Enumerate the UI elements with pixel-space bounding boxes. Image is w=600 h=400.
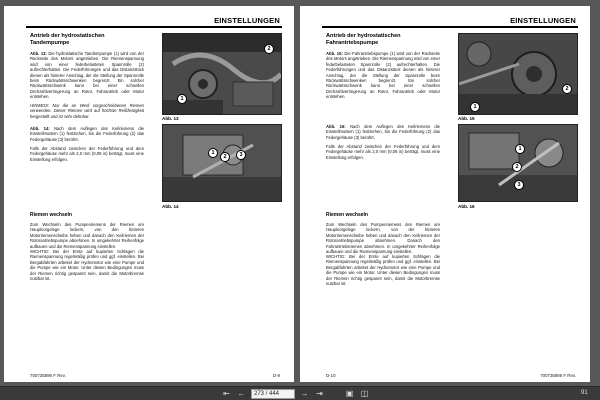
footer-page-number: D-9 — [272, 373, 280, 378]
callout-3: 3 — [236, 150, 246, 160]
figure-caption: Abb. 16 — [458, 204, 475, 209]
last-page-icon[interactable]: ⇥ — [316, 389, 323, 398]
paragraph-text: Die Fahrantriebspumpe (1) wird von der Rückseite des Motors angetrieben. Die Riemenspannung wird von einer federbelasteten Spannrolle (2) aufrechterhalten. Die Federführungen und das Distanzstück dienen als hinterer Anschlag, der die Stellung der Spannrolle beim Rückwärtsschwenken begrenzt. Ein solcher Rückwärtsschwenk kann bei einer schnellen Drehzahlverringerung an Rotor, Fahrantrieb oder Motor entstehen. — [326, 51, 440, 100]
header-title: EINSTELLUNGEN — [510, 16, 576, 25]
paragraph-text: Nach dem Auflegen des Keilriemens die Einstellmuttern (1) festziehen, bis die Federführung (2) das Federgehäuse (3) berührt. — [326, 124, 440, 140]
callout-1: 1 — [177, 94, 187, 104]
important-paragraph: WICHTIG: Bei der Ernte auf kupierten Schlägen die Riemenspannung regelmäßig prüfen und ggf. einstellen. Bei Bergabfahrten arbeitet der Hydromotor wie eine Pumpe und die Pumpe wie ein Motor. Unter diesen Bedingungen muss der Riemen richtig gespannt sein, damit die Motorbremse nutzbar ist. — [326, 254, 440, 287]
callout-1: 1 — [515, 144, 525, 154]
callout-2: 2 — [562, 84, 572, 94]
zoom-level[interactable]: 91 — [581, 390, 588, 396]
callout-2: 2 — [264, 44, 274, 54]
subsection-title: Riemen wechseln — [326, 212, 368, 218]
callout-2: 2 — [220, 152, 230, 162]
footer-doc-number: 700735896 F Rev. — [30, 373, 66, 378]
page-header — [26, 15, 282, 28]
section-title: Antrieb der hydrostatischen Tandempumpe — [30, 33, 105, 46]
callout-2: 2 — [512, 162, 522, 172]
note-paragraph: HINWEIS: Nur die an Werk vorgeschriebenen Riemen verwenden. Dieser Riemen wird auf höchste Reißfestigkeit hergestellt und ist sehr dehnbar. — [30, 103, 144, 119]
callout-1: 1 — [208, 148, 218, 158]
paragraph-fig14 — [30, 126, 144, 142]
document-page-left — [4, 6, 294, 382]
paragraph-text: Die hydrostatische Tandempumpe (1) wird von der Rückseite des Motors angetrieben. Die Riemenspannung wird von einer federbelasteten Spannrolle (2) aufrechterhalten. Die Federführungen und das Distanzstück dienen als hinterer Anschlag, der die Stellung der Spannrolle beim Rückwärtsschwenken begrenzt. Ein solcher Rückwärtsschwenk kann bei einer schnellen Drehzahlverringerung an Rotor, Fahrantrieb oder Motor entstehen. — [30, 51, 144, 100]
paragraph-fig15 — [326, 51, 440, 100]
page-header — [322, 15, 578, 28]
paragraph-belt-change: Zum Wechseln des Pumpenriemens den Riemen am Hauptvorgelege lockern, von der hinteren Motorriemenscheibe heben und danach den Keilriemen der Rotorantriebspumpe abnehmen. Danach den Fahrantriebsriemen abnehmen. In umgekehrter Reihenfolge aufbauen und die Riemenspannung einstellen. — [326, 222, 440, 255]
figure-caption: Abb. 13 — [162, 116, 179, 121]
viewer-toolbar — [0, 386, 600, 400]
page-number-input[interactable]: 273 / 444 — [251, 389, 295, 399]
first-page-icon[interactable]: ⇤ — [223, 389, 230, 398]
subsection-title: Riemen wechseln — [30, 212, 72, 218]
callout-1: 1 — [470, 102, 480, 112]
fig-ref-label: Abb. 14: — [30, 126, 50, 131]
prev-page-icon[interactable]: ← — [237, 389, 246, 398]
paragraph-text: Nach dem Auflegen des Keilriemens die Einstellmuttern (1) festziehen, bis die Federführung (2) das Federgehäuse (3) berührt. — [30, 126, 144, 142]
paragraph-distance: Falls der Abstand zwischen der Federführung und dem Federgehäuse mehr als 2,0 mm (0,08 in) beträgt, muss eine Einstellung erfolgen. — [326, 144, 440, 160]
fig-ref-label: Abb. 16: — [326, 124, 346, 129]
paragraph-belt-change: Zum Wechseln des Pumpenriemens der Riemen am Hauptvorgelege lockern, von den hinteren Motorriemenscheibe heben und danach den Keilriemen der Rotorantriebspumpe abnehmen. In umgekehrter Reihenfolge aufbauen und die Riemenspannung einstellen. — [30, 222, 144, 249]
fig-ref-label: Abb. 15: — [326, 51, 343, 56]
photo-fig14 — [162, 124, 282, 202]
document-page-right — [300, 6, 590, 382]
fit-page-icon[interactable]: ▣ — [345, 389, 354, 398]
paragraph-fig13 — [30, 51, 144, 100]
figure-caption: Abb. 14 — [162, 204, 179, 209]
machine-photo-icon — [163, 125, 282, 202]
header-title: EINSTELLUNGEN — [214, 16, 280, 25]
paragraph-fig16 — [326, 124, 440, 140]
fig-ref-label: Abb. 13: — [30, 51, 47, 56]
section-title: Antrieb der hydrostatischen Fahrantriebspumpe — [326, 33, 401, 46]
footer-doc-number: 700735896 F Rev. — [540, 373, 576, 378]
figure-caption: Abb. 15 — [458, 116, 475, 121]
paragraph-distance: Falls der Abstand zwischen der Federführung und dem Federgehäuse mehr als 2,0 mm (0,08 in) beträgt, muss eine Einstellung erfolgen. — [30, 146, 144, 162]
callout-3: 3 — [514, 180, 524, 190]
next-page-icon[interactable]: → — [300, 389, 309, 398]
important-paragraph: WICHTIG: Bei der Ernte auf kupierten Schlägen die Riemenspannung regelmäßig prüfen und ggf. einstellen. Bei Bergabfahrten arbeitet der Hydromotor wie eine Pumpe und die Pumpe wie ein Motor. Unter diesen Bedingungen muss der Riemen richtig gespannt sein, damit die Motorbremse nutzbar ist. — [30, 249, 144, 282]
two-page-icon[interactable]: ◫ — [360, 389, 369, 398]
footer-page-number: D-10 — [326, 373, 336, 378]
